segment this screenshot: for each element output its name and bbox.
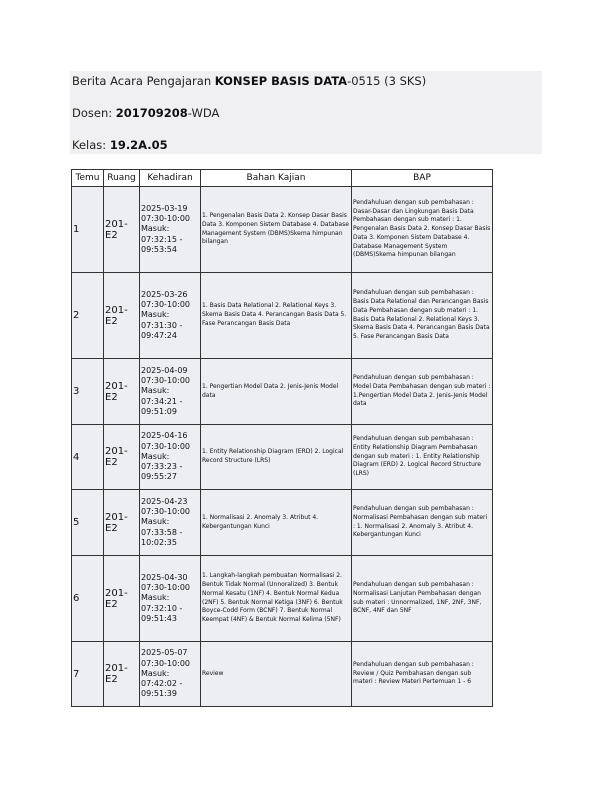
bap-text: Pendahuluan dengan sub pembahasan : Basis Data Relational dan Perancangan Basis Data Pembahasan dengan sub materi : 1. Basis Data Relational 2. Relational Keys 3. Skema Basis Data 4. Perancangan Basis Data 5. Fase Perancangan Basis Data: [352, 273, 493, 359]
room: 201-E2: [104, 273, 140, 359]
table-row: [72, 273, 493, 359]
col-header-bahan-kajian: Bahan Kajian: [201, 170, 352, 187]
masuk-label: Masuk:: [141, 224, 170, 234]
lecturer-label: Dosen:: [72, 106, 116, 120]
schedule-time: 07:30-10:00: [141, 583, 190, 593]
col-header-bap: BAP: [352, 170, 493, 187]
schedule-time: 07:30-10:00: [141, 300, 190, 310]
room: 201-E2: [104, 556, 140, 642]
bap-text: Pendahuluan dengan sub pembahasan : Review / Quiz Pembahasan dengan sub materi : Review Materi Pertemuan 1 - 6: [352, 642, 493, 707]
meeting-number: 4: [72, 425, 104, 490]
attendance: [140, 359, 201, 425]
room: 201-E2: [104, 359, 140, 425]
bahan-kajian: 1. Pengertian Model Data 2. Jenis-Jenis Model data: [201, 359, 352, 425]
lecturer-suffix: -WDA: [187, 106, 220, 120]
table-row: [72, 425, 493, 490]
schedule-time: 07:30-10:00: [141, 658, 190, 668]
col-header-temu: Temu: [72, 170, 104, 187]
meeting-number: 5: [72, 490, 104, 556]
table-row: [72, 359, 493, 425]
attendance-time: 07:32:10 - 09:51:43: [141, 603, 183, 623]
bap-text: Pendahuluan dengan sub pembahasan : Normalisasi Pembahasan dengan sub materi : 1. Normalisasi 2. Anomaly 3. Atribut 4. Kebergantungan Kunci: [352, 490, 493, 556]
attendance: [140, 273, 201, 359]
bap-text: Pendahuluan dengan sub pembahasan : Normalisasi Lanjutan Pembahasan dengan sub materi : Unnormalized, 1NF, 2NF, 3NF, BCNF, 4NF dan 5NF: [352, 556, 493, 642]
bahan-kajian: 1. Pengenalan Basis Data 2. Konsep Dasar Basis Data 3. Komponen Sistem Database 4. Database Management System (DBMS)Skema himpunan bilangan: [201, 187, 352, 273]
bahan-kajian: 1. Langkah-langkah pembuatan Normalisasi 2. Bentuk Tidak Normal (Unnoralized) 3. Bentuk Normal Kesatu (1NF) 4. Bentuk Normal Kedua (2NF) 5. Bentuk Normal Ketiga (3NF) 6. Bentuk Boyce-Codd Form (BCNF) 7. Bentuk Normal Keempat (4NF) & Bentuk Normal Kelima (5NF): [201, 556, 352, 642]
meeting-date: 2025-05-07: [141, 648, 188, 658]
class-label: Kelas:: [72, 138, 110, 152]
attendance-time: 07:33:58 - 10:02:35: [141, 527, 183, 547]
table-row: [72, 642, 493, 707]
schedule-time: 07:30-10:00: [141, 376, 190, 386]
room: 201-E2: [104, 642, 140, 707]
meeting-date: 2025-03-26: [141, 289, 188, 299]
attendance: [140, 425, 201, 490]
meeting-number: 1: [72, 187, 104, 273]
masuk-label: Masuk:: [141, 310, 170, 320]
schedule-time: 07:30-10:00: [141, 214, 190, 224]
bap-text: Pendahuluan dengan sub pembahasan : Model Data Pembahasan dengan sub materi : 1.Pengertian Model Data 2. Jenis-Jenis Model data: [352, 359, 493, 425]
col-header-kehadiran: Kehadiran: [140, 170, 201, 187]
meeting-date: 2025-04-09: [141, 365, 188, 375]
table-header-row: [72, 170, 493, 187]
attendance: [140, 642, 201, 707]
masuk-label: Masuk:: [141, 593, 170, 603]
bap-text: Pendahuluan dengan sub pembahasan : Dasar-Dasar dan Lingkungan Basis Data Pembahasan dengan sub materi : 1. Pengenalan Basis Data 2. Konsep Dasar Basis Data 3. Komponen Sistem Database 4. Database Management System (DBMS)Skema himpunan bilangan: [352, 187, 493, 273]
bahan-kajian: 1. Entity Relationship Diagram (ERD) 2. Logical Record Structure (LRS): [201, 425, 352, 490]
lecturer-line: [72, 106, 219, 120]
attendance: [140, 556, 201, 642]
meeting-date: 2025-03-19: [141, 203, 188, 213]
attendance-time: 07:34:21 - 09:51:09: [141, 396, 183, 416]
attendance: [140, 490, 201, 556]
title-prefix: Berita Acara Pengajaran: [72, 74, 215, 88]
room: 201-E2: [104, 187, 140, 273]
table-row: [72, 187, 493, 273]
masuk-label: Masuk:: [141, 668, 170, 678]
room: 201-E2: [104, 490, 140, 556]
attendance-time: 07:31:30 - 09:47:24: [141, 320, 183, 340]
masuk-label: Masuk:: [141, 386, 170, 396]
attendance: [140, 187, 201, 273]
course-suffix: -0515 (3 SKS): [347, 74, 427, 88]
col-header-ruang: Ruang: [104, 170, 140, 187]
masuk-label: Masuk:: [141, 517, 170, 527]
room: 201-E2: [104, 425, 140, 490]
meeting-number: 7: [72, 642, 104, 707]
schedule-time: 07:30-10:00: [141, 507, 190, 517]
course-name: KONSEP BASIS DATA: [214, 74, 348, 88]
bap-text: Pendahuluan dengan sub pembahasan : Entity Relationship Diagram Pembahasan dengan sub materi : 1. Entity Relationship Diagram (ERD) 2. Logical Record Structure (LRS): [352, 425, 493, 490]
meeting-date: 2025-04-30: [141, 572, 188, 582]
meeting-number: 6: [72, 556, 104, 642]
meeting-date: 2025-04-23: [141, 496, 188, 506]
masuk-label: Masuk:: [141, 451, 170, 461]
bahan-kajian: 1. Normalisasi 2. Anomaly 3. Atribut 4. Kebergantungan Kunci: [201, 490, 352, 556]
class-name: 19.2A.05: [109, 138, 168, 152]
lecturer-id: 201709208: [115, 106, 188, 120]
course-title-line: [72, 74, 426, 88]
meeting-number: 2: [72, 273, 104, 359]
attendance-time: 07:32:15 - 09:53:54: [141, 234, 183, 254]
schedule-time: 07:30-10:00: [141, 441, 190, 451]
header-block: [70, 71, 542, 154]
table-row: [72, 556, 493, 642]
attendance-time: 07:33:23 - 09:55:27: [141, 462, 183, 482]
bahan-kajian: 1. Basis Data Relational 2. Relational Keys 3. Skema Basis Data 4. Perancangan Basis Data 5. Fase Perancangan Basis Data: [201, 273, 352, 359]
meeting-number: 3: [72, 359, 104, 425]
table-row: [72, 490, 493, 556]
meeting-date: 2025-04-16: [141, 431, 188, 441]
class-line: [72, 138, 168, 152]
bap-table: [71, 169, 493, 707]
attendance-time: 07:42:02 - 09:51:39: [141, 679, 183, 699]
bahan-kajian: Review: [201, 642, 352, 707]
